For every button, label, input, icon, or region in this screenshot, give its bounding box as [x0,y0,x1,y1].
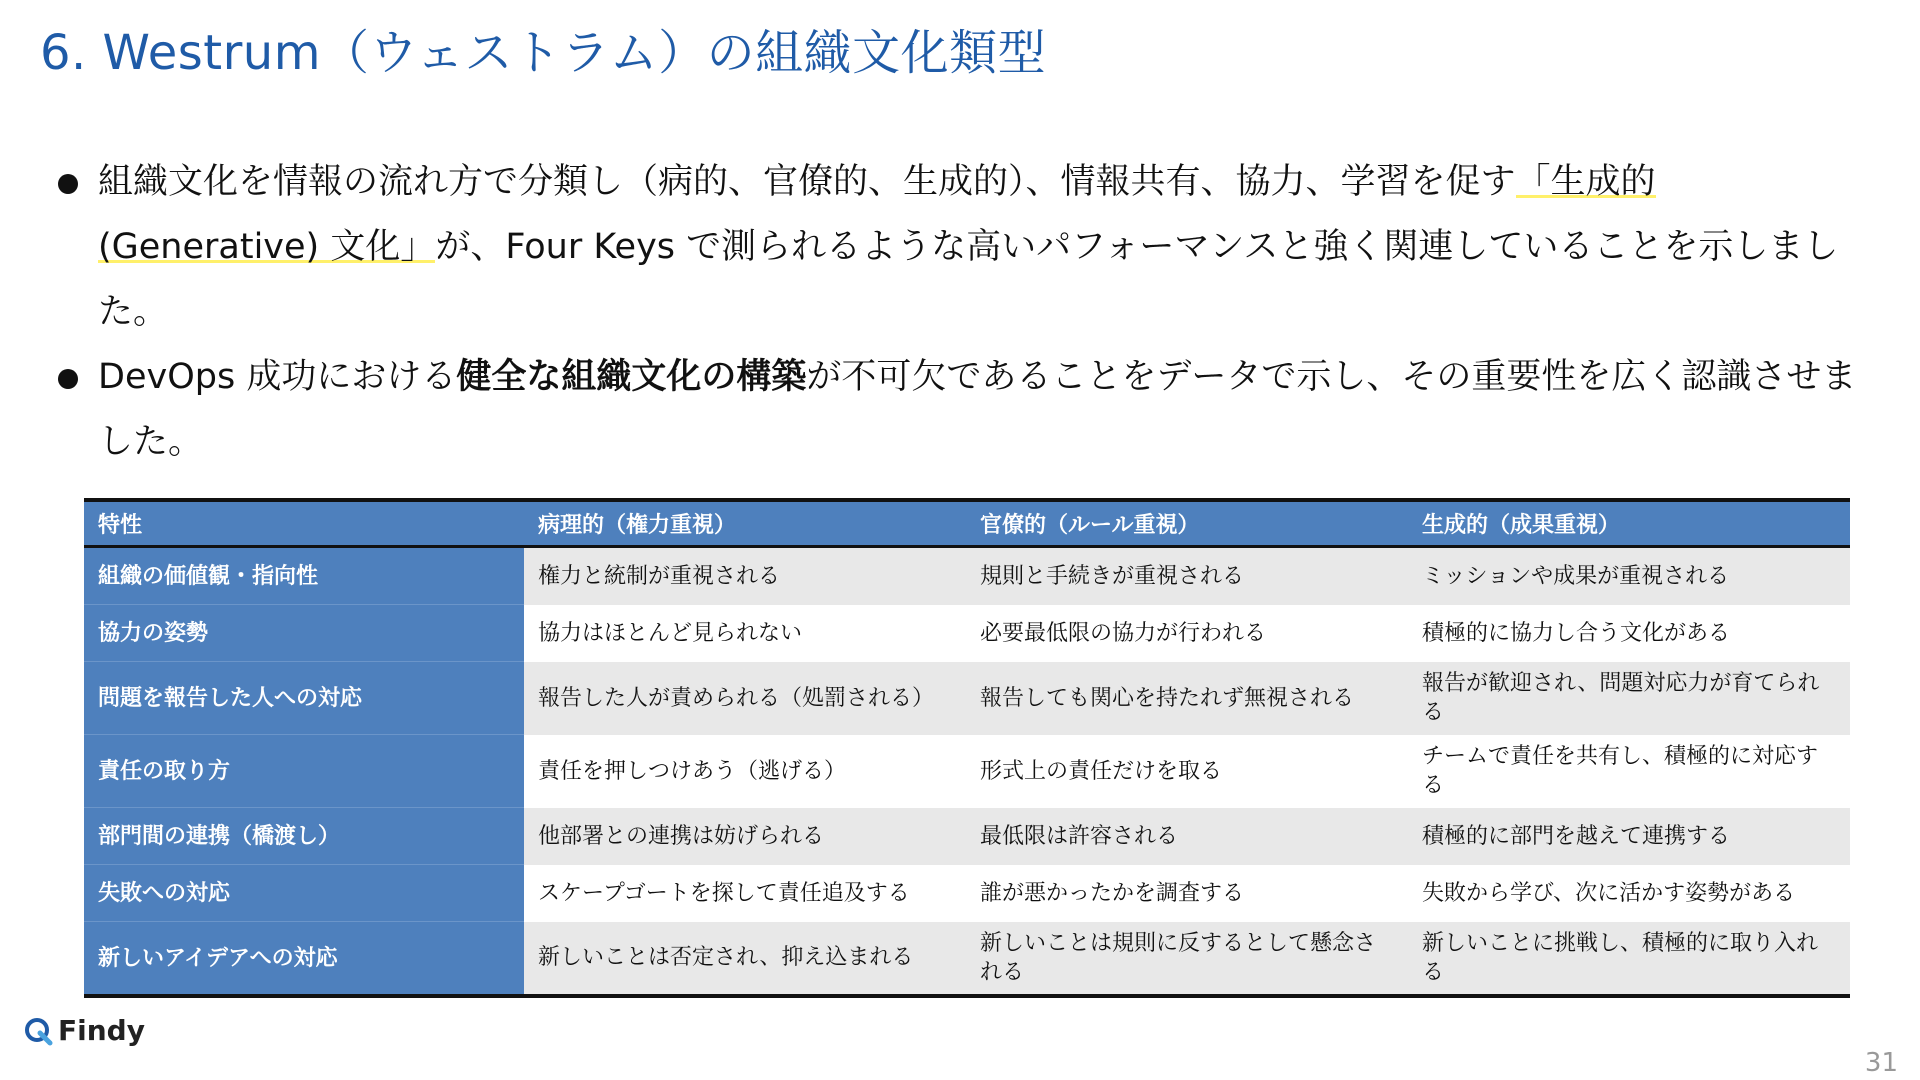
row-label: 問題を報告した人への対応 [84,662,524,735]
table-cell: 規則と手続きが重視される [966,547,1408,605]
bullet-item-1 [58,150,1868,345]
row-label: 協力の姿勢 [84,605,524,662]
table-header-row [84,500,1850,547]
table-row [84,605,1850,662]
table-row [84,547,1850,605]
table-row [84,808,1850,865]
row-label: 組織の価値観・指向性 [84,547,524,605]
row-label: 責任の取り方 [84,735,524,808]
bullet-2-bold: 健全な組織文化の構築 [456,357,807,397]
slide-title: 6. Westrum（ウェストラム）の組織文化類型 [40,25,1047,81]
bullet-2-text-rest: が不可欠であることをデータで示し、その重要性を広く認識させました。 [98,357,1857,462]
table-header-generative: 生成的（成果重視） [1408,500,1850,547]
table-cell: 報告した人が責められる（処罰される） [524,662,966,735]
bullet-1-text: 組織文化を情報の流れ方で分類し（病的、官僚的、生成的）、情報共有、協力、学習を促す [98,162,1516,202]
table-cell: 必要最低限の協力が行われる [966,605,1408,662]
table-cell: 形式上の責任だけを取る [966,735,1408,808]
table-cell: 新しいことは規則に反するとして懸念される [966,922,1408,997]
page-number: 31 [1864,1048,1898,1078]
table-cell: 他部署との連携は妨げられる [524,808,966,865]
bullet-dot-icon [58,369,78,389]
table-cell: 最低限は許容される [966,808,1408,865]
bullet-1-highlight: 「生成的(Generative) 文化」 [98,162,1656,267]
row-label: 新しいアイデアへの対応 [84,922,524,997]
table-row [84,865,1850,922]
table-row [84,922,1850,997]
table-cell: 積極的に部門を越えて連携する [1408,808,1850,865]
table-header-bureaucratic: 官僚的（ルール重視） [966,500,1408,547]
row-label: 失敗への対応 [84,865,524,922]
table-cell: 権力と統制が重視される [524,547,966,605]
table-row [84,662,1850,735]
table-cell: 報告が歓迎され、問題対応力が育てられる [1408,662,1850,735]
table-cell: スケープゴートを探して責任追及する [524,865,966,922]
row-label: 部門間の連携（橋渡し） [84,808,524,865]
bullet-2-text: DevOps 成功における [98,357,457,397]
findy-logo [24,1014,145,1047]
table-row [84,735,1850,808]
table-header-pathological: 病理的（権力重視） [524,500,966,547]
bullet-item-2 [58,345,1868,475]
table-cell: チームで責任を共有し、積極的に対応する [1408,735,1850,808]
table-cell: 報告しても関心を持たれず無視される [966,662,1408,735]
table-header-characteristic: 特性 [84,500,524,547]
table-cell: 協力はほとんど見られない [524,605,966,662]
table-cell: 新しいことに挑戦し、積極的に取り入れる [1408,922,1850,997]
westrum-culture-table [84,498,1850,998]
logo-text: Findy [58,1014,145,1047]
bullet-dot-icon [58,174,78,194]
table-cell: 積極的に協力し合う文化がある [1408,605,1850,662]
table-cell: 失敗から学び、次に活かす姿勢がある [1408,865,1850,922]
table-cell: 責任を押しつけあう（逃げる） [524,735,966,808]
table-cell: 新しいことは否定され、抑え込まれる [524,922,966,997]
table-cell: 誰が悪かったかを調査する [966,865,1408,922]
bullet-1-text-rest: が、Four Keys で測られるような高いパフォーマンスと強く関連していることを示しました。 [98,227,1839,332]
table-cell: ミッションや成果が重視される [1408,547,1850,605]
bullet-list [58,150,1868,475]
findy-logo-icon [24,1016,54,1046]
